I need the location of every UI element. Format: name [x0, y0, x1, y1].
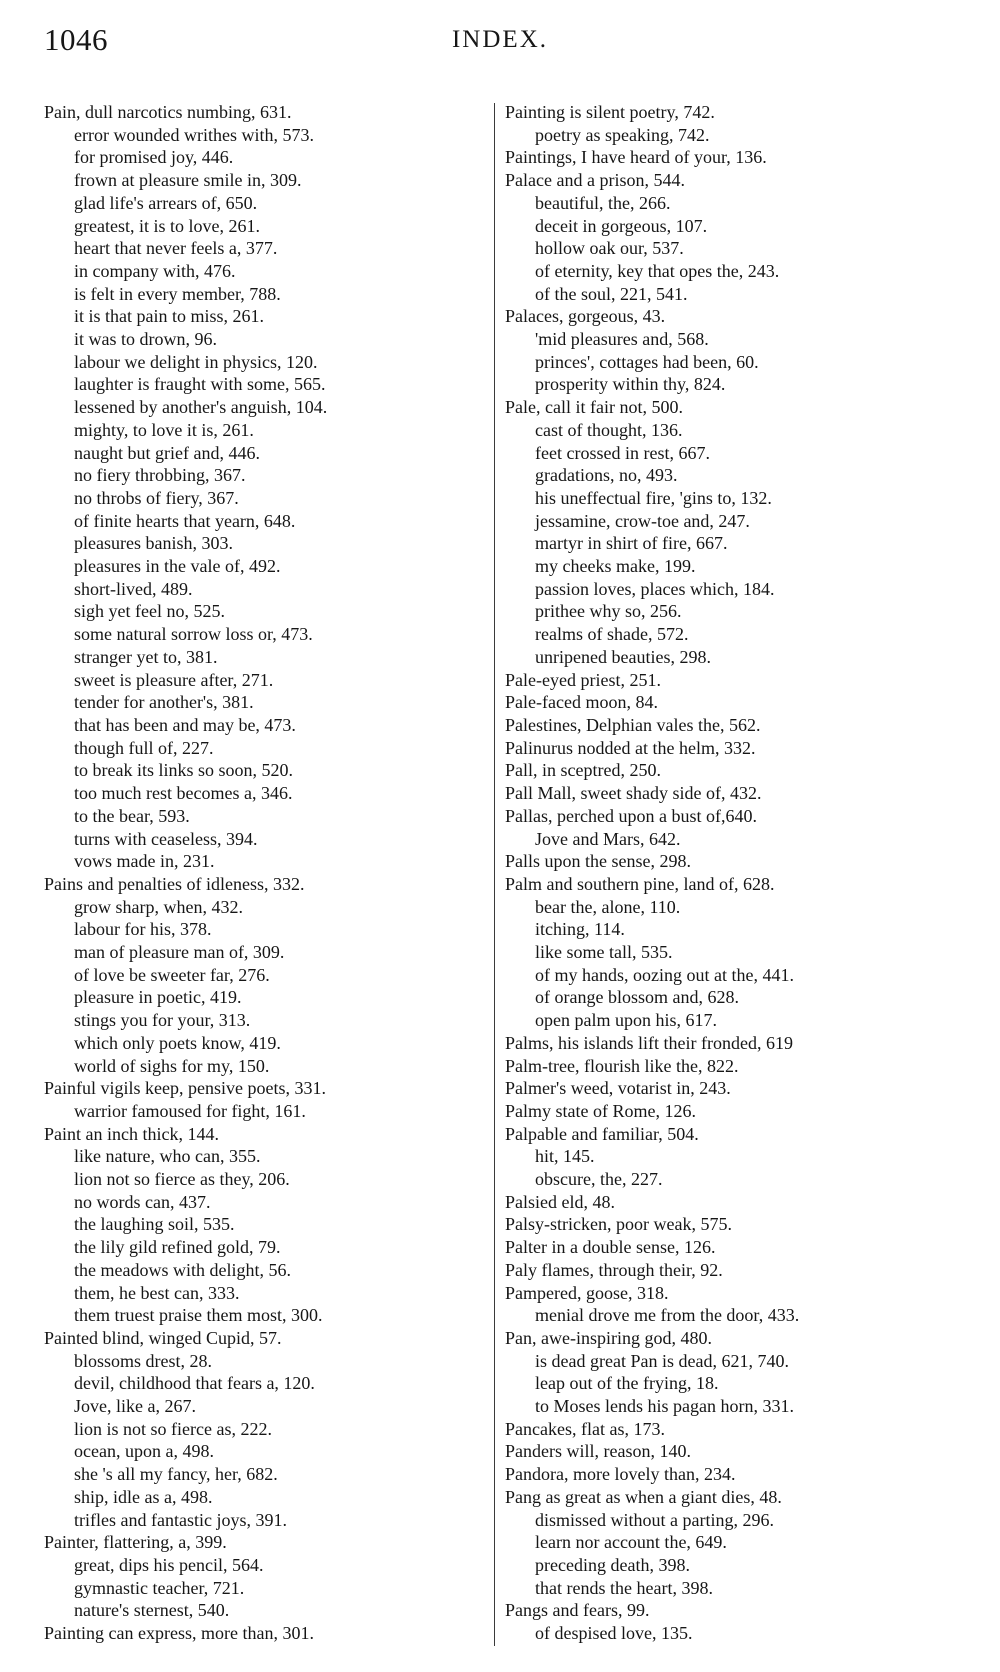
- index-subentry: labour we delight in physics, 120.: [74, 351, 318, 372]
- index-entry: Pale-eyed priest, 251.: [505, 669, 661, 690]
- index-subentry: no throbs of fiery, 367.: [74, 487, 239, 508]
- index-subentry: man of pleasure man of, 309.: [74, 942, 285, 963]
- index-entry: Pampered, goose, 318.: [505, 1282, 669, 1303]
- index-subentry: error wounded writhes with, 573.: [74, 124, 314, 145]
- index-subentry: leap out of the frying, 18.: [535, 1373, 719, 1394]
- index-subentry: tender for another's, 381.: [74, 692, 254, 713]
- index-subentry: grow sharp, when, 432.: [74, 896, 243, 917]
- index-entry: Palestines, Delphian vales the, 562.: [505, 714, 761, 735]
- index-subentry: frown at pleasure smile in, 309.: [74, 170, 302, 191]
- index-subentry: stings you for your, 313.: [74, 1010, 251, 1031]
- index-subentry: hollow oak our, 537.: [535, 238, 684, 259]
- index-entry: Pain, dull narcotics numbing, 631.: [44, 102, 292, 122]
- index-entry: Paint an inch thick, 144.: [44, 1123, 219, 1144]
- index-subentry: turns with ceaseless, 394.: [74, 828, 258, 849]
- column-divider: [494, 103, 495, 1646]
- index-subentry: heart that never feels a, 377.: [74, 238, 278, 259]
- index-entry: Pall Mall, sweet shady side of, 432.: [505, 783, 762, 804]
- index-subentry: Jove and Mars, 642.: [535, 828, 681, 849]
- index-subentry: the lily gild refined gold, 79.: [74, 1237, 281, 1258]
- index-subentry: gymnastic teacher, 721.: [74, 1577, 245, 1598]
- index-subentry: laughter is fraught with some, 565.: [74, 374, 326, 395]
- index-subentry: learn nor account the, 649.: [535, 1532, 727, 1553]
- index-entry: Palinurus nodded at the helm, 332.: [505, 737, 756, 758]
- index-entry: Pangs and fears, 99.: [505, 1600, 650, 1621]
- index-subentry: ship, idle as a, 498.: [74, 1486, 213, 1507]
- index-subentry: it is that pain to miss, 261.: [74, 306, 265, 327]
- index-subentry: dismissed without a parting, 296.: [535, 1509, 774, 1530]
- index-subentry: is felt in every member, 788.: [74, 283, 281, 304]
- index-subentry: greatest, it is to love, 261.: [74, 215, 260, 236]
- index-subentry: to break its links so soon, 520.: [74, 760, 293, 781]
- index-subentry: of orange blossom and, 628.: [535, 987, 739, 1008]
- index-subentry: preceding death, 398.: [535, 1555, 690, 1575]
- index-subentry: the meadows with delight, 56.: [74, 1259, 291, 1280]
- index-subentry: to Moses lends his pagan horn, 331.: [535, 1396, 794, 1417]
- index-subentry: labour for his, 378.: [74, 919, 212, 940]
- index-subentry: mighty, to love it is, 261.: [74, 419, 254, 440]
- index-subentry: bear the, alone, 110.: [535, 896, 681, 917]
- index-subentry: which only poets know, 419.: [74, 1032, 281, 1053]
- index-subentry: passion loves, places which, 184.: [535, 578, 775, 599]
- index-entry: Palm-tree, flourish like the, 822.: [505, 1055, 739, 1076]
- index-subentry: martyr in shirt of fire, 667.: [535, 533, 728, 554]
- index-subentry: no words can, 437.: [74, 1191, 211, 1212]
- index-entry: Palm and southern pine, land of, 628.: [505, 873, 775, 894]
- index-entry: Palace and a prison, 544.: [505, 170, 685, 191]
- index-entry: Pale-faced moon, 84.: [505, 692, 658, 713]
- index-entry: Palsied eld, 48.: [505, 1191, 615, 1212]
- index-subentry: blossoms drest, 28.: [74, 1350, 213, 1371]
- index-subentry: like nature, who can, 355.: [74, 1146, 261, 1167]
- index-entry: Palsy-stricken, poor weak, 575.: [505, 1214, 732, 1235]
- index-entry: Painful vigils keep, pensive poets, 331.: [44, 1078, 326, 1099]
- index-entry: Pallas, perched upon a bust of,640.: [505, 805, 757, 826]
- index-subentry: of my hands, oozing out at the, 441.: [535, 964, 794, 985]
- index-subentry: short-lived, 489.: [74, 578, 193, 599]
- index-subentry: no fiery throbbing, 367.: [74, 465, 246, 486]
- index-subentry: realms of shade, 572.: [535, 624, 689, 645]
- index-subentry: to the bear, 593.: [74, 805, 190, 826]
- index-subentry: she 's all my fancy, her, 682.: [74, 1464, 278, 1485]
- index-subentry: his uneffectual fire, 'gins to, 132.: [535, 487, 772, 508]
- index-subentry: prosperity within thy, 824.: [535, 374, 726, 395]
- index-entry: Painting is silent poetry, 742.: [505, 102, 715, 122]
- index-entry: Pall, in sceptred, 250.: [505, 760, 661, 781]
- index-subentry: obscure, the, 227.: [535, 1169, 663, 1190]
- index-subentry: poetry as speaking, 742.: [535, 124, 710, 145]
- index-subentry: prithee why so, 256.: [535, 601, 682, 622]
- index-subentry: beautiful, the, 266.: [535, 192, 671, 213]
- index-subentry: glad life's arrears of, 650.: [74, 192, 258, 213]
- index-subentry: world of sighs for my, 150.: [74, 1055, 270, 1076]
- index-subentry: of despised love, 135.: [535, 1623, 693, 1644]
- index-entry: Pale, call it fair not, 500.: [505, 397, 683, 418]
- index-subentry: for promised joy, 446.: [74, 147, 234, 168]
- index-subentry: the laughing soil, 535.: [74, 1214, 235, 1235]
- index-entry: Pandora, more lovely than, 234.: [505, 1464, 736, 1485]
- index-subentry: hit, 145.: [535, 1146, 595, 1167]
- index-subentry: them, he best can, 333.: [74, 1282, 240, 1303]
- index-subentry: feet crossed in rest, 667.: [535, 442, 710, 463]
- index-subentry: in company with, 476.: [74, 260, 236, 281]
- index-entry: Pancakes, flat as, 173.: [505, 1418, 665, 1439]
- index-entry: Painted blind, winged Cupid, 57.: [44, 1327, 282, 1348]
- index-subentry: unripened beauties, 298.: [535, 646, 711, 667]
- index-subentry: pleasures in the vale of, 492.: [74, 556, 281, 577]
- index-subentry: Jove, like a, 267.: [74, 1396, 196, 1417]
- index-subentry: of love be sweeter far, 276.: [74, 964, 270, 985]
- index-subentry: trifles and fantastic joys, 391.: [74, 1509, 287, 1530]
- index-entry: Pang as great as when a giant dies, 48.: [505, 1486, 782, 1507]
- index-subentry: devil, childhood that fears a, 120.: [74, 1373, 315, 1394]
- index-subentry: is dead great Pan is dead, 621, 740.: [535, 1350, 789, 1371]
- running-head-title: INDEX.: [451, 26, 548, 53]
- index-subentry: though full of, 227.: [74, 737, 214, 758]
- index-entry: Palpable and familiar, 504.: [505, 1123, 699, 1144]
- index-subentry: princes', cottages had been, 60.: [535, 351, 759, 372]
- index-subentry: nature's sternest, 540.: [74, 1600, 230, 1621]
- index-entry: Painter, flattering, a, 399.: [44, 1532, 227, 1553]
- index-entry: Panders will, reason, 140.: [505, 1441, 691, 1462]
- index-subentry: 'mid pleasures and, 568.: [535, 329, 709, 350]
- index-subentry: pleasures banish, 303.: [74, 533, 233, 554]
- index-subentry: deceit in gorgeous, 107.: [535, 215, 708, 236]
- index-subentry: stranger yet to, 381.: [74, 646, 218, 667]
- index-entry: Palms, his islands lift their fronded, 619: [505, 1032, 793, 1053]
- index-subentry: my cheeks make, 199.: [535, 556, 696, 577]
- index-entry: Paly flames, through their, 92.: [505, 1259, 723, 1280]
- index-column-right: [505, 101, 945, 1645]
- index-subentry: vows made in, 231.: [74, 851, 215, 872]
- index-subentry: naught but grief and, 446.: [74, 442, 260, 463]
- index-subentry: like some tall, 535.: [535, 942, 673, 963]
- index-subentry: great, dips his pencil, 564.: [74, 1555, 264, 1575]
- index-subentry: sweet is pleasure after, 271.: [74, 669, 274, 690]
- index-subentry: ocean, upon a, 498.: [74, 1441, 214, 1462]
- index-subentry: it was to drown, 96.: [74, 329, 217, 350]
- index-subentry: of eternity, key that opes the, 243.: [535, 260, 780, 281]
- index-subentry: pleasure in poetic, 419.: [74, 987, 242, 1008]
- index-subentry: open palm upon his, 617.: [535, 1010, 717, 1031]
- index-subentry: of finite hearts that yearn, 648.: [74, 510, 296, 531]
- index-subentry: that has been and may be, 473.: [74, 714, 296, 735]
- index-subentry: sigh yet feel no, 525.: [74, 601, 225, 622]
- index-subentry: menial drove me from the door, 433.: [535, 1305, 800, 1326]
- page-number: 1046: [44, 22, 108, 57]
- index-subentry: gradations, no, 493.: [535, 465, 678, 486]
- index-subentry: lessened by another's anguish, 104.: [74, 397, 328, 418]
- index-subentry: too much rest becomes a, 346.: [74, 783, 293, 804]
- index-entry: Pan, awe-inspiring god, 480.: [505, 1327, 712, 1348]
- index-subentry: some natural sorrow loss or, 473.: [74, 624, 313, 645]
- index-subentry: cast of thought, 136.: [535, 419, 683, 440]
- index-entry: Paintings, I have heard of your, 136.: [505, 147, 767, 168]
- index-subentry: warrior famoused for fight, 161.: [74, 1100, 306, 1121]
- index-entry: Painting can express, more than, 301.: [44, 1623, 314, 1644]
- index-subentry: lion not so fierce as they, 206.: [74, 1169, 290, 1190]
- index-column-left: [44, 101, 484, 1645]
- index-subentry: them truest praise them most, 300.: [74, 1305, 323, 1326]
- index-entry: Palls upon the sense, 298.: [505, 851, 691, 872]
- index-subentry: that rends the heart, 398.: [535, 1577, 713, 1598]
- index-subentry: itching, 114.: [535, 919, 625, 940]
- index-subentry: of the soul, 221, 541.: [535, 283, 688, 304]
- index-entry: Palter in a double sense, 126.: [505, 1237, 716, 1258]
- index-entry: Palmer's weed, votarist in, 243.: [505, 1078, 731, 1099]
- index-entry: Pains and penalties of idleness, 332.: [44, 873, 305, 894]
- index-subentry: lion is not so fierce as, 222.: [74, 1418, 272, 1439]
- index-subentry: jessamine, crow-toe and, 247.: [535, 510, 750, 531]
- index-entry: Palaces, gorgeous, 43.: [505, 306, 666, 327]
- index-entry: Palmy state of Rome, 126.: [505, 1100, 696, 1121]
